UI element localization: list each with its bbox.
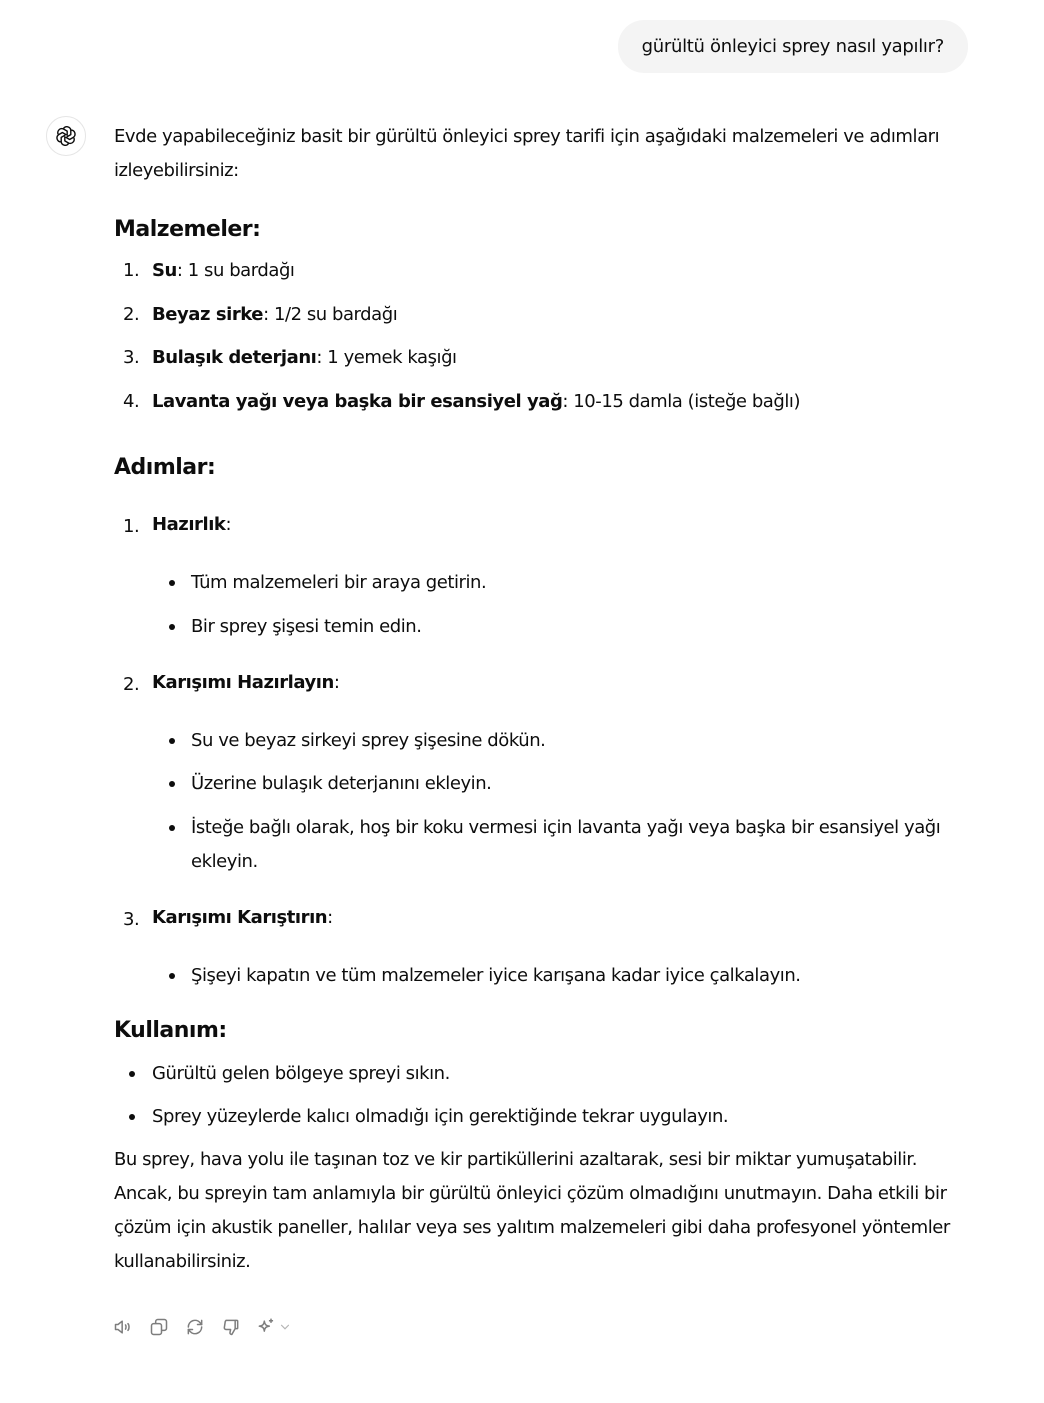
bullet-text: Üzerine bulaşık deterjanını ekleyin. (191, 773, 492, 794)
list-number: 1. (123, 260, 140, 281)
step-item (114, 668, 974, 879)
colon: : (333, 671, 340, 693)
message-actions (112, 1316, 292, 1338)
copy-button[interactable] (148, 1316, 170, 1338)
bullet-icon (169, 624, 175, 630)
list-number: 3. (123, 347, 140, 368)
colon: : (327, 906, 333, 928)
read-aloud-icon (113, 1317, 133, 1337)
step-title: Karışımı Hazırlayın (152, 671, 334, 693)
read-aloud-button[interactable] (112, 1316, 134, 1338)
bullet-text: Su ve beyaz sirkeyi sprey şişesine dökün. (191, 729, 546, 751)
ingredient-detail: : 10-15 damla (isteğe bağlı) (562, 390, 801, 412)
ingredient-name: Bulaşık deterjanı (152, 347, 317, 368)
steps-list (114, 510, 974, 993)
ingredient-detail: : 1/2 su bardağı (263, 303, 398, 325)
ingredient-name: Beyaz sirke (152, 303, 264, 325)
bullet-icon (169, 825, 175, 831)
bullet-icon (169, 781, 175, 787)
step-bullets (114, 724, 974, 879)
model-switch-button[interactable] (256, 1316, 292, 1338)
list-item (114, 300, 974, 344)
openai-logo-icon (54, 124, 78, 148)
list-item (114, 767, 974, 801)
list-item (114, 959, 974, 993)
bullet-text: Bir sprey şişesi temin edin. (191, 615, 422, 637)
step-bullets (114, 959, 974, 993)
steps-heading: Adımlar: (114, 455, 216, 480)
ingredient-detail: : 1 yemek kaşığı (316, 347, 457, 368)
bad-response-button[interactable] (220, 1316, 242, 1338)
ingredients-heading: Malzemeler: (114, 217, 261, 242)
assistant-avatar (46, 116, 86, 156)
list-item (114, 1057, 974, 1091)
ingredient-detail: : 1 su bardağı (176, 260, 295, 281)
bullet-text: Gürültü gelen bölgeye spreyi sıkın. (152, 1062, 450, 1084)
list-item (114, 343, 974, 387)
bullet-icon (169, 973, 175, 979)
list-item (114, 256, 974, 300)
list-item (114, 566, 974, 600)
list-item (114, 1100, 974, 1134)
closing-paragraph: Bu sprey, hava yolu ile taşınan toz ve kir partiküllerini azaltarak, sesi bir miktar yumuşatabilir. Ancak, bu spreyin tam anlamıyla bir gürültü önleyici çözüm olmadığını unutmayın. Daha etkili bir çözüm için akustik paneller, halılar veya ses yalıtım malzemeleri gibi daha profesyonel yöntemler kullanabilirsiniz. (114, 1148, 950, 1272)
step-item (114, 510, 974, 644)
step-title: Hazırlık (152, 514, 226, 535)
bullet-text: Şişeyi kapatın ve tüm malzemeler iyice karışana kadar iyice çalkalayın. (191, 964, 801, 986)
assistant-message (114, 120, 974, 1279)
list-number: 2. (123, 673, 140, 695)
bullet-icon (169, 580, 175, 586)
usage-heading: Kullanım: (114, 1017, 227, 1043)
regenerate-icon (185, 1317, 205, 1337)
ingredient-name: Su (152, 260, 177, 281)
list-number: 1. (123, 516, 140, 537)
regenerate-button[interactable] (184, 1316, 206, 1338)
copy-icon (149, 1317, 169, 1337)
list-number: 3. (123, 908, 140, 930)
bullet-icon (129, 1114, 135, 1120)
step-title: Karışımı Karıştırın (152, 906, 328, 928)
intro-text: Evde yapabileceğiniz basit bir gürültü önleyici sprey tarifi için aşağıdaki malzemeleri ve adımları izleyebilirsiniz: (114, 126, 940, 181)
colon: : (225, 514, 232, 535)
chevron-down-icon (278, 1320, 292, 1334)
bullet-icon (169, 738, 175, 744)
list-item (114, 610, 974, 644)
bullet-icon (129, 1071, 135, 1077)
list-number: 4. (123, 390, 140, 412)
step-bullets (114, 566, 974, 644)
list-item (114, 811, 974, 879)
ingredients-list (114, 256, 974, 430)
user-message-bubble: gürültü önleyici sprey nasıl yapılır? (618, 20, 968, 73)
bullet-text: Tüm malzemeleri bir araya getirin. (191, 572, 487, 593)
step-item (114, 903, 974, 993)
bullet-text: Sprey yüzeylerde kalıcı olmadığı için gerektiğinde tekrar uygulayın. (152, 1105, 729, 1127)
list-item (114, 724, 974, 758)
model-switch-sparkle-icon (256, 1317, 276, 1337)
user-message-row (618, 20, 968, 73)
usage-list (114, 1057, 974, 1134)
list-number: 2. (123, 303, 140, 325)
thumbs-down-icon (221, 1317, 241, 1337)
bullet-text: İsteğe bağlı olarak, hoş bir koku vermesi için lavanta yağı veya başka bir esansiyel yağı ekleyin. (191, 816, 941, 872)
list-item (114, 387, 974, 431)
ingredient-name: Lavanta yağı veya başka bir esansiyel yağ (152, 390, 563, 412)
